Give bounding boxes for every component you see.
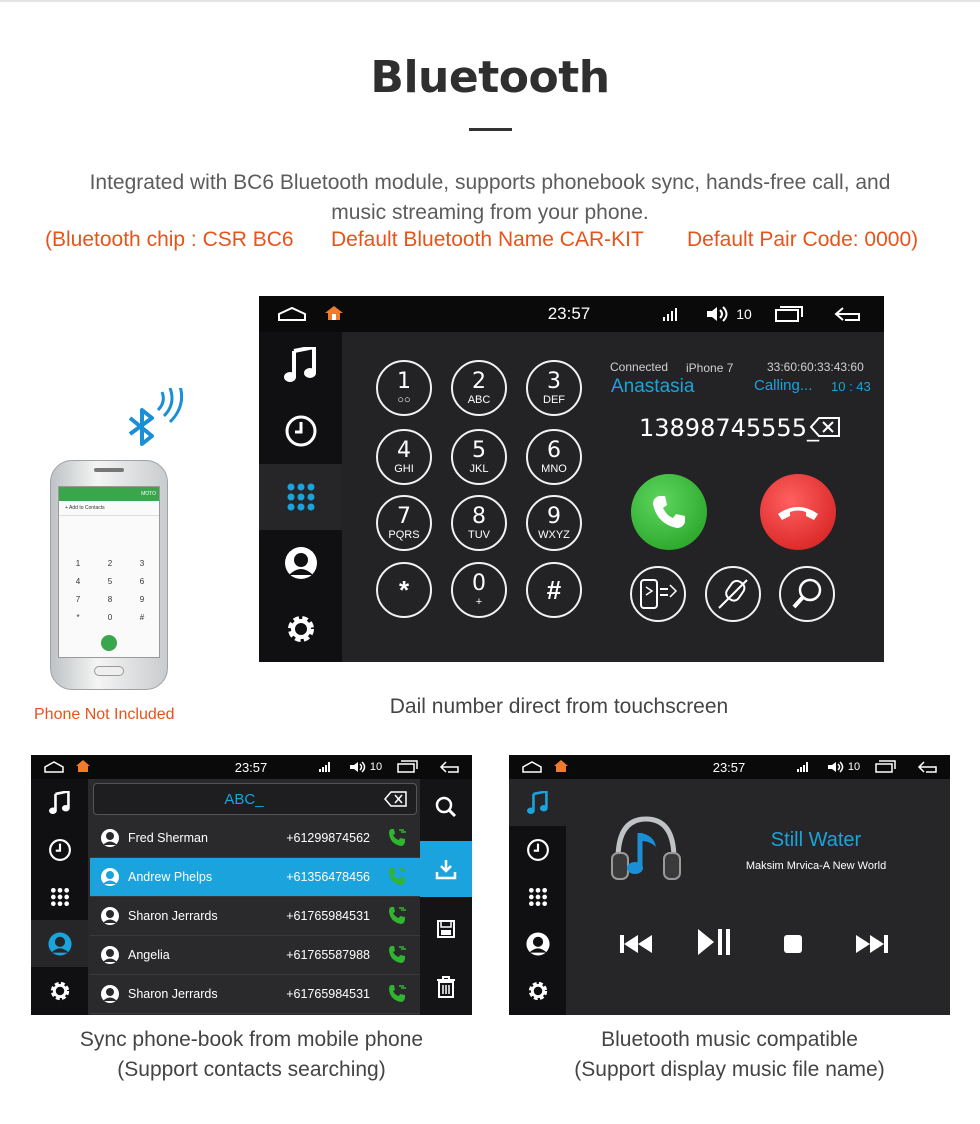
home-outline-icon[interactable]	[43, 760, 65, 774]
volume-level: 10	[369, 761, 383, 773]
phone-key: 7	[75, 595, 81, 604]
play-pause-icon	[696, 928, 732, 956]
hangup-call-button[interactable]	[760, 474, 836, 550]
device-name: iPhone 7	[686, 361, 734, 375]
contact-row[interactable]	[90, 858, 420, 897]
contacts-action-bar	[420, 779, 472, 1015]
dial-key-digit: #	[546, 575, 562, 605]
dial-key-digit: 3	[547, 369, 561, 394]
clock-icon	[284, 414, 318, 448]
dial-key-letters: GHI	[394, 463, 414, 475]
search-contacts-button[interactable]	[420, 779, 472, 835]
description-line-2: music streaming from your phone.	[331, 201, 649, 224]
contact-icon	[283, 545, 319, 581]
call-contact-icon[interactable]	[386, 866, 408, 888]
music-content	[566, 779, 950, 1015]
call-contact-icon[interactable]	[386, 983, 408, 1005]
clock: 23:57	[712, 759, 746, 775]
contact-avatar-icon	[100, 867, 120, 887]
music-caption-1: Bluetooth music compatible	[601, 1028, 858, 1051]
dial-key-digit: 6	[547, 438, 561, 463]
contact-avatar-icon	[100, 906, 120, 926]
phone-key: *	[76, 613, 80, 622]
contacts-caption-1: Sync phone-book from mobile phone	[79, 1028, 424, 1051]
song-artist: Maksim Mrvica-A New World	[745, 860, 887, 872]
sidebar-item-music[interactable]	[509, 779, 566, 826]
clear-search-icon[interactable]	[384, 790, 408, 808]
contact-avatar-icon	[100, 828, 120, 848]
contact-number: +61765984531	[286, 909, 370, 923]
sidebar-item-history[interactable]	[259, 398, 342, 464]
contact-number: +61765587988	[286, 948, 370, 962]
name-spec: Default Bluetooth Name CAR-KIT	[331, 228, 644, 251]
dial-key-letters: ABC	[467, 394, 491, 406]
dial-key-letters: ○○	[397, 394, 411, 406]
phone-key: #	[139, 613, 145, 622]
sidebar-item-dialpad[interactable]	[259, 464, 342, 530]
dial-key-letters: MNO	[541, 463, 567, 475]
dial-key-digit: 5	[472, 438, 486, 463]
music-sidebar	[509, 779, 566, 1015]
dial-key-letters: PQRS	[388, 529, 420, 541]
home-outline-icon[interactable]	[277, 306, 307, 322]
call-duration: 10 : 43	[831, 379, 871, 394]
backspace-icon[interactable]	[809, 416, 841, 438]
phone-add-contact: Add to Contacts	[69, 505, 105, 511]
phone-key: 2	[107, 559, 113, 568]
volume-level: 10	[736, 306, 752, 322]
download-icon	[435, 858, 457, 880]
call-contact-icon[interactable]	[386, 905, 408, 927]
clock-icon	[48, 838, 72, 862]
contact-name: Fred Sherman	[128, 831, 208, 845]
dial-key-9[interactable]	[376, 562, 432, 618]
contacts-screen	[31, 755, 472, 1015]
dial-key-digit: 2	[472, 369, 486, 394]
sidebar	[259, 332, 342, 662]
sidebar-item-contacts[interactable]	[259, 530, 342, 596]
contact-row[interactable]	[90, 897, 420, 936]
sidebar-item-history[interactable]	[509, 826, 566, 873]
sidebar-item-settings[interactable]	[259, 596, 342, 662]
dial-key-digit: 0	[472, 571, 486, 596]
music-note-icon	[49, 791, 71, 815]
contact-icon	[47, 931, 73, 957]
dial-key-2[interactable]	[526, 360, 582, 416]
song-title: Still Water	[770, 829, 862, 851]
sidebar-item-music[interactable]	[31, 779, 88, 826]
title-underline	[469, 128, 512, 131]
recent-apps-icon[interactable]	[397, 760, 419, 774]
home-outline-icon[interactable]	[521, 760, 543, 774]
home-icon[interactable]	[323, 304, 345, 322]
music-caption-2: (Support display music file name)	[574, 1058, 885, 1081]
volume-icon[interactable]	[349, 760, 367, 774]
dialpad-icon	[528, 887, 548, 907]
dialpad-icon	[50, 887, 70, 907]
dial-key-7[interactable]	[451, 495, 507, 551]
signal-icon	[795, 761, 809, 773]
contacts-status-bar	[31, 755, 472, 779]
mute-mic-button[interactable]	[705, 566, 761, 622]
dial-key-letters: +	[475, 596, 483, 608]
home-icon[interactable]	[75, 759, 91, 773]
dial-key-4[interactable]	[451, 429, 507, 485]
answer-call-button[interactable]	[631, 474, 707, 550]
stop-button[interactable]	[780, 931, 806, 957]
phone-key: 1	[75, 559, 81, 568]
phone-key: 0	[107, 613, 113, 622]
top-divider	[0, 0, 980, 2]
music-screen	[509, 755, 950, 1015]
mic-off-icon	[715, 576, 751, 612]
sidebar-item-dialpad[interactable]	[509, 873, 566, 920]
phone-icon	[649, 492, 689, 532]
hangup-icon	[776, 502, 820, 522]
bluetooth-signal-icon	[118, 388, 190, 448]
contact-number: +61299874562	[286, 831, 370, 845]
contact-row[interactable]	[90, 819, 420, 858]
phone-key: 5	[107, 577, 113, 586]
recent-apps-icon[interactable]	[875, 760, 897, 774]
back-icon[interactable]	[833, 305, 863, 323]
music-status-bar	[509, 755, 950, 779]
volume-icon[interactable]	[705, 305, 731, 323]
code-spec: Default Pair Code: 0000)	[687, 228, 919, 251]
dial-key-digit: 4	[397, 438, 411, 463]
dialer-caption: Dail number direct from touchscreen	[389, 695, 729, 718]
clock: 23:57	[547, 304, 591, 323]
contacts-sidebar	[31, 779, 88, 1015]
dial-key-digit: 8	[472, 504, 486, 529]
phone-key: 3	[139, 559, 145, 568]
dial-key-letters: JKL	[469, 463, 489, 475]
page-title: Bluetooth	[370, 52, 610, 103]
dial-key-0[interactable]	[376, 360, 432, 416]
phone-transfer-icon	[638, 577, 678, 611]
save-icon	[436, 919, 456, 939]
sidebar-item-settings[interactable]	[509, 967, 566, 1014]
back-icon[interactable]	[917, 760, 939, 774]
previous-track-button[interactable]	[616, 929, 656, 959]
sidebar-item-music[interactable]	[259, 332, 342, 398]
next-track-button[interactable]	[852, 929, 892, 959]
contact-name: Sharon Jerrards	[128, 987, 218, 1001]
transfer-audio-button[interactable]	[630, 566, 686, 622]
contact-avatar-icon	[100, 984, 120, 1004]
contact-name: Sharon Jerrards	[128, 909, 218, 923]
volume-icon[interactable]	[827, 760, 845, 774]
dial-key-10[interactable]	[451, 562, 507, 618]
dial-key-3[interactable]	[376, 429, 432, 485]
contact-avatar-icon	[100, 945, 120, 965]
dial-key-digit: 9	[547, 504, 561, 529]
contact-number: +61765984531	[286, 987, 370, 1001]
caller-name: Anastasia	[611, 376, 695, 397]
dial-key-6[interactable]	[376, 495, 432, 551]
dial-key-digit: *	[398, 575, 410, 605]
contact-name: Andrew Phelps	[128, 870, 213, 884]
previous-icon	[619, 934, 653, 954]
dial-key-letters: DEF	[543, 394, 565, 406]
sidebar-item-contacts[interactable]	[31, 920, 88, 967]
call-status: Calling...	[754, 377, 813, 394]
music-note-icon	[527, 791, 549, 815]
call-contact-icon[interactable]	[386, 944, 408, 966]
dial-key-digit: 7	[397, 504, 411, 529]
signal-icon	[661, 306, 681, 322]
music-note-icon	[284, 347, 318, 383]
delete-contacts-button[interactable]	[420, 959, 472, 1015]
dial-key-1[interactable]	[451, 360, 507, 416]
sidebar-item-dialpad[interactable]	[31, 873, 88, 920]
contact-row[interactable]	[90, 936, 420, 975]
contact-number: +61356478456	[286, 870, 370, 884]
chip-spec: (Bluetooth chip : CSR BC6	[45, 228, 294, 251]
download-contacts-button[interactable]	[420, 841, 472, 897]
smartphone-illustration: MOTO + Add to Contacts 1 2 3 4 5 6 7 8 9 * 0 #	[50, 460, 168, 690]
save-contacts-button[interactable]	[420, 901, 472, 957]
gear-icon	[526, 979, 550, 1003]
trash-icon	[436, 976, 456, 998]
gear-icon	[284, 612, 318, 646]
status-bar	[259, 296, 884, 332]
sidebar-item-history[interactable]	[31, 826, 88, 873]
recent-apps-icon[interactable]	[773, 305, 805, 323]
sidebar-item-contacts[interactable]	[509, 920, 566, 967]
contact-search-input[interactable]	[93, 783, 417, 815]
play-pause-button[interactable]	[694, 925, 734, 959]
home-icon[interactable]	[553, 759, 569, 773]
dial-key-letters: WXYZ	[538, 529, 570, 541]
sidebar-item-settings[interactable]	[31, 967, 88, 1014]
phone-key: 6	[139, 577, 145, 586]
contacts-caption-2: (Support contacts searching)	[117, 1058, 386, 1081]
contact-search-text: ABC_	[224, 791, 264, 808]
dialer-screen	[259, 296, 884, 662]
contact-icon	[525, 931, 551, 957]
dial-key-digit: 1	[397, 369, 411, 394]
clock-icon	[526, 838, 550, 862]
clock: 23:57	[234, 759, 268, 775]
phone-caption: Phone Not Included	[34, 706, 175, 723]
gear-icon	[48, 979, 72, 1003]
phone-app-header: MOTO	[59, 487, 159, 501]
next-icon	[855, 934, 889, 954]
description-line-1: Integrated with BC6 Bluetooth module, supports phonebook sync, hands-free call, and	[89, 171, 891, 194]
dial-key-11[interactable]	[526, 562, 582, 618]
headphones-music-icon	[610, 811, 682, 887]
search-icon	[435, 796, 457, 818]
volume-level: 10	[847, 761, 861, 773]
device-mac: 33:60:60:33:43:60	[767, 360, 864, 374]
search-button[interactable]	[779, 566, 835, 622]
call-contact-icon[interactable]	[386, 827, 408, 849]
dialer-content	[342, 332, 884, 662]
phone-key: 8	[107, 595, 113, 604]
contact-name: Angelia	[128, 948, 170, 962]
phone-key: 9	[139, 595, 145, 604]
phone-key: 4	[75, 577, 81, 586]
signal-icon	[317, 761, 331, 773]
stop-icon	[783, 934, 803, 954]
dial-key-8[interactable]	[526, 495, 582, 551]
dialpad-icon	[286, 482, 316, 512]
phone-call-icon	[101, 635, 117, 651]
back-icon[interactable]	[439, 760, 461, 774]
contact-row[interactable]	[90, 975, 420, 1014]
dial-key-5[interactable]	[526, 429, 582, 485]
dial-key-letters: TUV	[468, 529, 490, 541]
search-icon	[789, 576, 825, 612]
connected-label: Connected	[610, 360, 669, 374]
dialed-number[interactable]: 13898745555_	[639, 414, 819, 442]
